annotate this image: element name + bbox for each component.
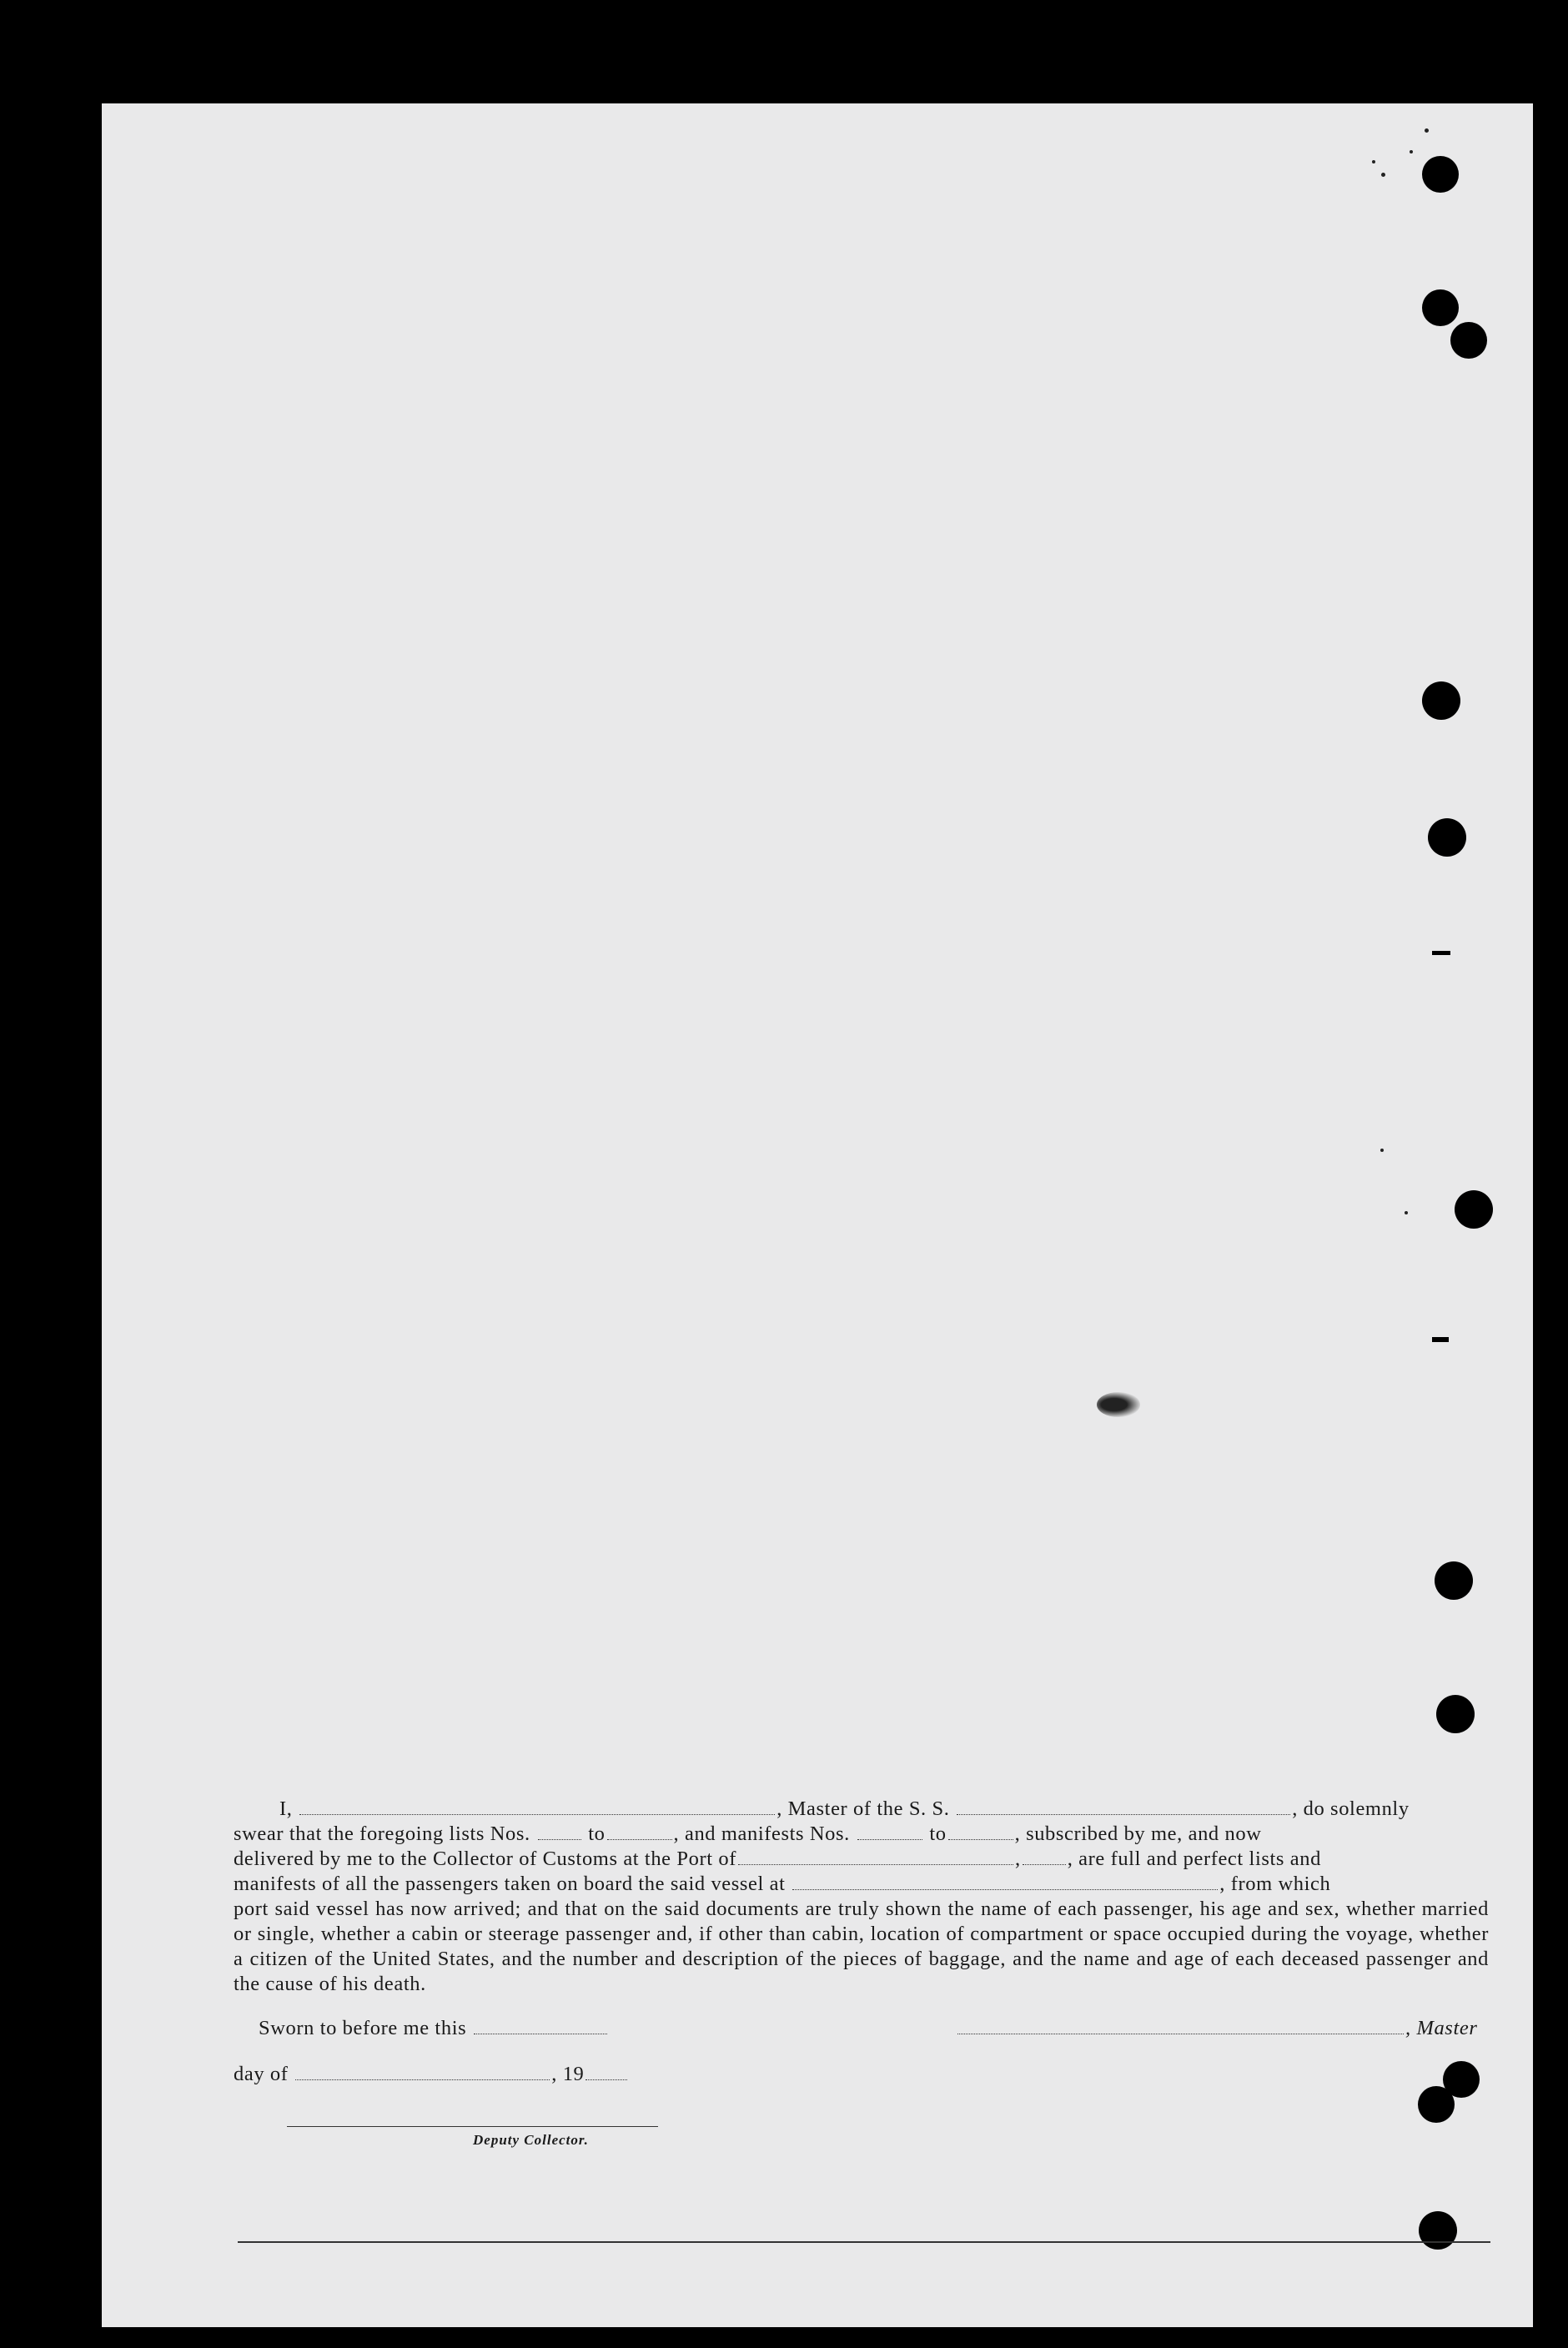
year-prefix-label: , 19 — [551, 2063, 585, 2085]
sworn-label: Sworn to before me this — [259, 2017, 467, 2039]
ink-stain — [1097, 1392, 1140, 1417]
punch-hole — [1450, 322, 1487, 359]
punch-hole — [1422, 681, 1460, 720]
manifests-to-field[interactable] — [948, 1838, 1013, 1840]
port-field[interactable] — [738, 1863, 1013, 1865]
master-name-field[interactable] — [299, 1813, 775, 1815]
sworn-line — [259, 2017, 609, 2040]
punch-hole — [1422, 289, 1459, 326]
master-signature-field[interactable] — [957, 2033, 1404, 2034]
are-full-label: , are full and perfect lists and — [1067, 1848, 1321, 1870]
scan-mark — [1432, 951, 1450, 955]
oath-paragraph — [234, 1797, 1489, 1997]
punch-hole — [1435, 1561, 1473, 1600]
swear-label: swear that the foregoing lists Nos. — [234, 1823, 530, 1845]
scan-speck — [1380, 1149, 1384, 1152]
oath-rest-text: port said vessel has now arrived; and that on the said documents are truly shown the name of each passenger, his age and sex, whether married or single, whether a cabin or steerage passenger and, if other than cabin, location of compartment or space occupied during the voyage, whether a citizen of the United States, and the number and description of the pieces of baggage, and the name and age of each deceased passenger and the cause of his death. — [234, 1898, 1489, 1995]
master-label: , Master — [1405, 2017, 1478, 2039]
to-label: to — [929, 1823, 947, 1845]
subscribed-label: , subscribed by me, and now — [1014, 1823, 1262, 1845]
punch-hole — [1428, 818, 1466, 857]
punch-hole — [1455, 1190, 1493, 1229]
master-of-label: , Master of the S. S. — [776, 1797, 950, 1820]
day-field[interactable] — [295, 2079, 550, 2080]
oath-i: I, — [279, 1797, 293, 1820]
bottom-rule — [238, 2241, 1490, 2243]
sworn-date-field[interactable] — [474, 2033, 607, 2034]
manifests-from-field[interactable] — [857, 1838, 922, 1840]
to-label: to — [588, 1823, 606, 1845]
scan-speck — [1410, 150, 1413, 153]
scan-speck — [1425, 128, 1429, 133]
from-which-label: , from which — [1219, 1873, 1331, 1895]
delivered-label: delivered by me to the Collector of Customs at the Port of — [234, 1848, 736, 1870]
scan-mark — [1432, 1337, 1449, 1342]
lists-from-field[interactable] — [538, 1838, 581, 1840]
and-manifests-label: , and manifests Nos. — [673, 1823, 850, 1845]
do-solemnly-label: , do solemnly — [1292, 1797, 1410, 1820]
scan-speck — [1405, 1211, 1408, 1214]
deputy-signature-line[interactable] — [287, 2126, 658, 2127]
scan-speck — [1372, 160, 1375, 163]
day-of-label: day of — [234, 2063, 289, 2085]
punch-hole — [1419, 2211, 1457, 2250]
lists-to-field[interactable] — [607, 1838, 672, 1840]
departure-port-field[interactable] — [792, 1888, 1218, 1890]
scan-speck — [1381, 173, 1385, 177]
document-page — [102, 103, 1533, 2327]
punch-hole — [1418, 2086, 1455, 2123]
punch-hole — [1422, 156, 1459, 193]
comma: , — [1014, 1848, 1021, 1870]
port-date-field[interactable] — [1023, 1863, 1066, 1865]
manifests-all-label: manifests of all the passengers taken on board the said vessel at — [234, 1873, 786, 1895]
deputy-collector-label: Deputy Collector. — [473, 2132, 589, 2148]
year-field[interactable] — [585, 2079, 627, 2080]
punch-hole — [1436, 1695, 1475, 1733]
day-line — [234, 2063, 629, 2086]
master-signature-line — [956, 2017, 1477, 2040]
ship-name-field[interactable] — [957, 1813, 1290, 1815]
